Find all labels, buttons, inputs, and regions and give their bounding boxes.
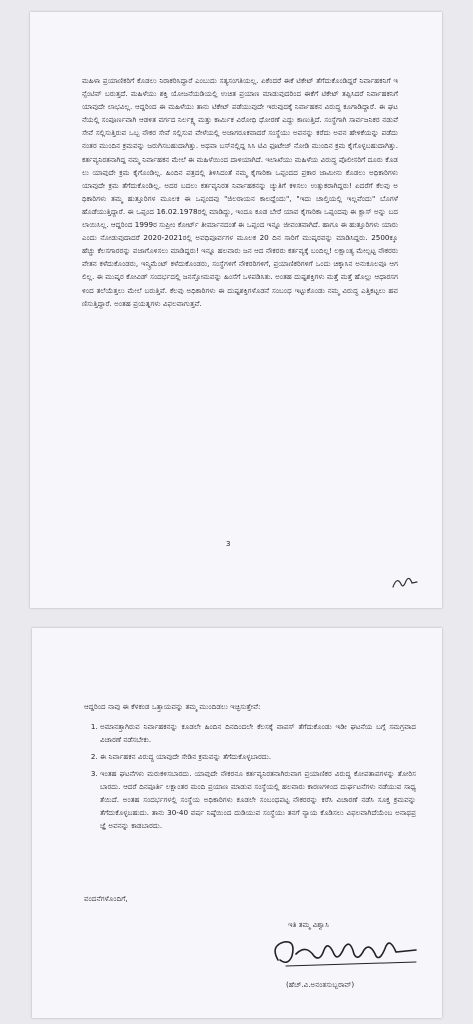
initials-scribble-icon <box>390 572 420 592</box>
signoff-text: ಇತಿ ತಮ್ಮ ವಿಶ್ವಾಸಿ <box>288 920 329 929</box>
demands-intro: ಆದ್ದರಿಂದ ನಾವು ಈ ಕೆಳಕಂಡ ಒತ್ತಾಯವನ್ನು ತಮ್ಮ ಮುಂದಿಡಲು ಇಚ್ಛಿಸುತ್ತೇವೆ: <box>84 702 261 711</box>
signature-scribble-icon <box>266 932 426 976</box>
letter-page-4 <box>32 628 442 1018</box>
list-item: 2. ಈ ನಿರ್ವಾಹಕನ ವಿರುದ್ಧ ಯಾವುದೇ ಸೇಡಿನ ಕ್ರಮವನ್ನು ತೆಗೆದುಕೊಳ್ಳಬಾರದು. <box>100 750 416 763</box>
body-paragraph: ಮಹಿಳಾ ಪ್ರಯಾಣಿಕರಿಗೆ ಕೊಡಲು ನಿರಾಕರಿಸಿದ್ದಾರೆ ಎಂಬುದು ಸತ್ಯಸಂಗತಿಯಲ್ಲ. ಏಕೆಂದರೆ ಈಕೆ ಟಿಕೇಟ್ ತೆಗೆದುಕೊಂಡಿದ್ದರೆ ನಿರ್ವಾಹಕನಿಗೆ ಇನ್ಸೆಂಟಿವ್ ಬರುತ್ತದೆ. ಮಹಿಳೆಯು ಶಕ್ತಿ ಯೋಜನೆಯಡಿಯಲ್ಲಿ ಉಚಿತ ಪ್ರಯಾಣ ಮಾಡುವುದರಿಂದ ಈಕೆಗೆ ಟಿಕೇಟ್ ತಪ್ಪಿಸಿದರೆ ನಿರ್ವಾಹಕನಿಗೆ ಯಾವುದೇ ಲಾಭವಿಲ್ಲ. ಆದ್ದರಿಂದ ಈ ಮಹಿಳೆಯು ತಾನು ಟಿಕೇಟ್ ಪಡೆಯುವುದೇ ಇರುವುದಕ್ಕೆ ನಿರ್ವಾಹಕನ ವಿರುದ್ಧ ಕೂಗಾಡಿದ್ದಾರೆ. ಈ ಘಟನೆಯಲ್ಲಿ ಸಂಪೂರ್ಣವಾಗಿ ಆಡಳಿತ ವರ್ಗದ ನಿರ್ಲಕ್ಷ್ಯ ಮತ್ತು ಕಾರ್ಮಿಕ ವಿರೋಧಿ ಧೋರಣೆ ಎದ್ದು ಕಾಣುತ್ತಿದೆ. ಸಂಸ್ಥೆಗಾಗಿ ಸಾರ್ವಜನಿಕರ ನಡುವೆ ಸೇವೆ ಸಲ್ಲಿಸುತ್ತಿರುವ ಒಬ್ಬ ನೌಕರ ಸೇವೆ ಸಲ್ಲಿಸುವ ವೇಳೆಯಲ್ಲಿ ಅಜಾಗರೂಕವಾದರೆ ಸಂಸ್ಥೆಯು ಅವನನ್ನು ಕರೆದು ಅವನ ಹೇಳಿಕೆಯನ್ನು ಪಡೆದು ನಂತರ ಮುಂದಿನ ಕ್ರಮವನ್ನು ಜರುಗಿಸಬಹುದಾಗಿತ್ತು. ಅಥವಾ ಬಸ್‌ನಲ್ಲಿದ್ದ ಸಿಸಿ ಟಿವಿ ಫೂಟೇಜ್ ನೋಡಿ ಮುಂದಿನ ಕ್ರಮ ಕೈಗೊಳ್ಳಬಹುದಾಗಿತ್ತು. ಕರ್ತವ್ಯನಿರತನಾಗಿದ್ದ ನಮ್ಮ ನಿರ್ವಾಹಕನ ಮೇಲೆ ಈ ಮಹಿಳೆಯಿಂದ ದಾಳಿಯಾಗಿದೆ. ಇಲಾಖೆಯು ಮಹಿಳೆಯ ವಿರುದ್ಧ ಪೊಲೀಸರಿಗೆ ದೂರು ಕೊಡಲು ಯಾವುದೇ ಕ್ರಮ ಕೈಗೊಂಡಿಲ್ಲ. ಹಿಂದಿನ ಪತ್ರದಲ್ಲಿ ತಿಳಿಸಿದಂತೆ ನಮ್ಮ ಕೈಗಾರಿಕಾ ಒಪ್ಪಂದದ ಪ್ರಕಾರ ಜಾಮೀನು ಕೊಡಲು ಅಧಿಕಾರಿಗಳು ಯಾವುದೇ ಕ್ರಮ ತೆಗೆದುಕೊಂಡಿಲ್ಲ. ಅದರ ಬದಲು ಕರ್ತವ್ಯನಿರತ ನಿರ್ವಾಹಕನನ್ನು ಚ್ಯುತಿಗೆ ಕಳಿಸಲು ಉತ್ಸುಕರಾಗಿದ್ದರು! ಏದರೆಗೆ ಕೆಲವು ಅಧಿಕಾರಿಗಳು ತಮ್ಮ ಹುತ್ತೂರಿಗಳ ಮೂಲಕ ಈ ಒಪ್ಪಂದವು "ಜಿಲರಾಯನ ಕಾಲದ್ದೆಂದು", "ಇದು ಚಾಲ್ತಿಯಲ್ಲಿ ಇಲ್ಲವೆಂದು" ಬೊಗಳೆ ಹೊಡೆಯುತ್ತಿದ್ದಾರೆ. ಈ ಒಪ್ಪಂದ 16.02.1978ರಲ್ಲಿ ಮಾಡಿದ್ದು, ಇಂದೂ ಕೂಡ ಬೇರೆ ಯಾವ ಕೈಗಾರಿಕಾ ಒಪ್ಪಂದವು ಈ ಕ್ಲಾಸ್ ಅನ್ನು ಬದಲಾಯಿಸಿಲ್ಲ. ಆದ್ದರಿಂದ 1999ರ ಸುಪ್ರೀಂ ಕೋರ್ಟ್ ತೀರ್ಮಾನದಂತೆ ಈ ಒಪ್ಪಂದ ಇನ್ನೂ ಜೀವಂತವಾಗಿದೆ. ಹಾಗೂ ಈ ಹುತ್ತೂರಿಗಳು ಯಾರು ಎಂದು ನೋಡುವುದಾದರೆ 2020-2021ರಲ್ಲಿ ಅವಧಿಪೂರ್ವಗಳ ಮೂಲಕ 20 ದಿನ ಸಾರಿಗೆ ಮುಷ್ಕರವನ್ನು ಮಾಡಿಸಿದ್ದರು. 2500ಕ್ಕೂ ಹೆಚ್ಚು ಕೆಲಸಗಾರರನ್ನು ವಜಾಗೊಳಿಸಲು ಮಾಡಿದ್ದರು! ಇನ್ನೂ ಹಲವಾರು ಜನ ಆದ ನೌಕರರು ಕರ್ತವ್ಯಕ್ಕೆ ಬಂದಿಲ್ಲ! ಲಕ್ಷಾಂತ್ಯ ಮೇಲ್ಪಟ್ಟ ನೌಕರರು ವೇತನ ಕಳೆದುಕೊಂಡರು, ಇನ್ಕ್ರಿಮೆಂಟ್ ಕಳೆದುಕೊಂಡರು, ಸಂಸ್ಥೆಗಳಿಗೆ ನೌಕರರಿಗಳಿಗೆ, ಪ್ರಯಾಣಿಕರಿಗಳಿಗೆ ಒಂದು ಚಿಕ್ಕಾಸಿನ ಅನುಕೂಲವೂ ಆಗಲಿಲ್ಲ. ಈ ಮುಷ್ಕರ ಕೋವಿಡ್ ಸಂದರ್ಭದಲ್ಲಿ ಜನಸ್ತೋಮವನ್ನು ಹಿಂಸೆಗೆ ಒಳಪಡಿಸಿತು. ಅಂತಹ ದುಷ್ಟಶಕ್ತಿಗಳು ಮತ್ತೆ ಮತ್ತೆ ಹೊಲ್ಲು ಆಧಾರಸಗಳಿಂದ ತಲೆಯೆತ್ತಲು ಮೇಲೆ ಬರುತ್ತಿವೆ. ಕೆಲವು ಅಧಿಕಾರಿಗಳು ಈ ದುಷ್ಟಶಕ್ತಿಗಳೊಡನೆ ಸಂಬಂಧ ಇಟ್ಟುಕೊಂಡು ನಮ್ಮ ವಿರುದ್ಧ ಎತ್ತಿಕಟ್ಟಲು ಹವಣಿಸುತ್ತಿದ್ದಾರೆ. ಅಂತಹ ಪ್ರಯತ್ನಗಳು ವಿಫಲವಾಗುತ್ತವೆ. <box>82 76 398 308</box>
list-item: 1. ಅಮಾನತ್ತಾಗಿರುವ ನಿರ್ವಾಹಕನನ್ನು ಕೂಡಲೇ ಹಿಂದಿನ ದಿನದಿಂದಲೇ ಕೆಲಸಕ್ಕೆ ವಾಪಸ್ ತೆಗೆದುಕೊಂಡು ಇಡೀ ಘಟನೆಯ ಬಗ್ಗೆ ಸಮಗ್ರವಾದ ವಿಚಾರಣೆ ನಡೆಸಬೇಕು. <box>100 720 416 746</box>
letter-page-3 <box>30 12 442 608</box>
closing-salutation: ವಂದನೆಗಳೊಂದಿಗೆ, <box>84 894 128 903</box>
page-number: 3 <box>226 540 231 548</box>
signer-name: (ಹೆಚ್.ವಿ.ಅನಂತಸುಬ್ಬರಾವ್) <box>286 980 355 989</box>
demands-list <box>84 720 416 836</box>
list-item: 3. ಇಂತಹ ಘಟನೆಗಳು ಮರುಕಳಿಸಬಾರದು. ಯಾವುದೇ ನೌಕರನೂ ಕರ್ತವ್ಯನಿರತನಾಗಿರುವಾಗ ಪ್ರಯಾಣಿಕರ ವಿರುದ್ಧ ಕೋಪತಾಪಗಳನ್ನು ತೋರಿಸಬಾರದು. ಆದರೆ ದಿನಪೂರ್ತಿ ಲಕ್ಷಾಂತರ ಮಂದಿ ಪ್ರಯಾಣ ಮಾಡುವ ಸಂಸ್ಥೆಯಲ್ಲಿ ಹಲವಾರು ಕಾರಣಗಳಿಂದ ದುರ್ಘಟನೆಗಳು ನಡೆಯುವ ಸಾಧ್ಯತೆಯಿದೆ. ಅಂತಹ ಸಂದರ್ಭಗಳಲ್ಲಿ ಸಂಸ್ಥೆಯ ಅಧಿಕಾರಿಗಳು ಕೂಡಲೇ ಸಂಬಂಧಪಟ್ಟ ನೌಕರರನ್ನು ಕರೆಸಿ ವಿಚಾರಣೆ ನಡೆಸಿ ಸೂಕ್ತ ಕ್ರಮವನ್ನು ತೆಗೆದುಕೊಳ್ಳಬಹುದು. ತಾನು 30-40 ವರ್ಷ ನಿಷ್ಠೆಯಿಂದ ದುಡಿಯುವ ಸಂಸ್ಥೆಯು ತನಗೆ ನ್ಯಾಯ ಕೊಡಿಸಲು ವಿಫಲವಾಗಿದೆಯೆಂಬ ಅನಾಥಪ್ರಜ್ಞೆ ಅವನನ್ನು ಕಾಡಬಾರದು. <box>100 767 416 832</box>
